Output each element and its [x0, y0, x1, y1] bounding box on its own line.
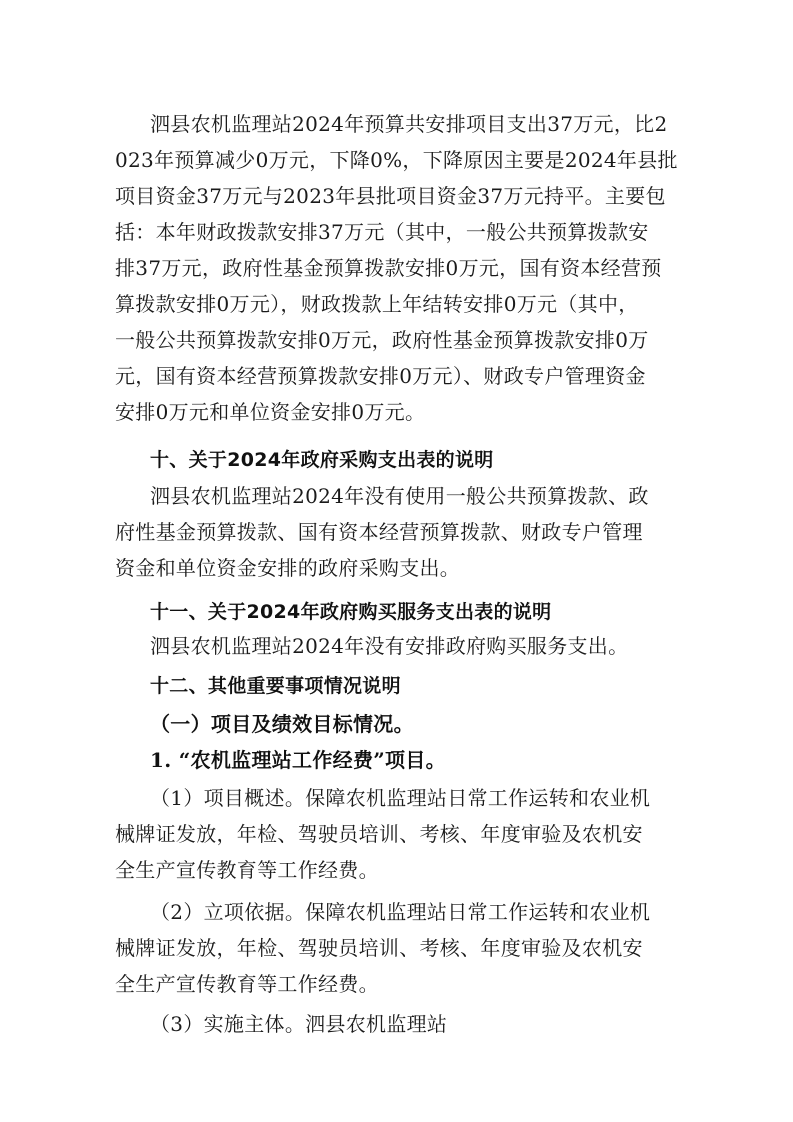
paragraph-line: 023年预算减少0万元，下降0%，下降原因主要是2024年县批	[115, 148, 678, 172]
project-heading: 1. “农机监理站工作经费”项目。	[150, 748, 446, 772]
paragraph-line: 括：本年财政拨款安排37万元（其中，一般公共预算拨款安	[115, 220, 649, 244]
paragraph-line: 元，国有资本经营预算拨款安排0万元）、财政专户管理资金	[115, 364, 646, 388]
paragraph-line: 一般公共预算拨款安排0万元，政府性基金预算拨款安排0万	[115, 328, 649, 352]
paragraph-line: 排37万元，政府性基金预算拨款安排0万元，国有资本经营预	[115, 256, 662, 280]
paragraph-line: （3）实施主体。泗县农机监理站	[150, 1012, 448, 1036]
paragraph-line: 泗县农机监理站2024年预算共安排项目支出37万元，比2	[150, 112, 668, 136]
paragraph-line: 全生产宣传教育等工作经费。	[115, 858, 379, 882]
paragraph-line: （1）项目概述。保障农机监理站日常工作运转和农业机	[150, 786, 651, 810]
section-heading-11: 十一、关于2024年政府购买服务支出表的说明	[150, 601, 552, 623]
paragraph-line: 资金和单位资金安排的政府采购支出。	[115, 556, 461, 580]
paragraph-line: 算拨款安排0万元），财政拨款上年结转安排0万元（其中，	[115, 292, 639, 316]
paragraph-line: 泗县农机监理站2024年没有安排政府购买服务支出。	[150, 634, 629, 658]
paragraph-line: 械牌证发放，年检、驾驶员培训、考核、年度审验及农机安	[115, 822, 643, 846]
paragraph-line: 泗县农机监理站2024年没有使用一般公共预算拨款、政	[150, 484, 649, 508]
section-heading-10: 十、关于2024年政府采购支出表的说明	[150, 449, 494, 471]
paragraph-line: 安排0万元和单位资金安排0万元。	[115, 400, 426, 424]
paragraph-line: （2）立项依据。保障农机监理站日常工作运转和农业机	[150, 900, 651, 924]
subsection-heading: （一）项目及绩效目标情况。	[150, 712, 414, 736]
paragraph-line: 械牌证发放，年检、驾驶员培训、考核、年度审验及农机安	[115, 936, 643, 960]
paragraph-line: 项目资金37万元与2023年县批项目资金37万元持平。主要包	[115, 184, 666, 208]
paragraph-line: 全生产宣传教育等工作经费。	[115, 972, 379, 996]
paragraph-line: 府性基金预算拨款、国有资本经营预算拨款、财政专户管理	[115, 520, 643, 544]
section-heading-12: 十二、其他重要事项情况说明	[150, 675, 401, 697]
